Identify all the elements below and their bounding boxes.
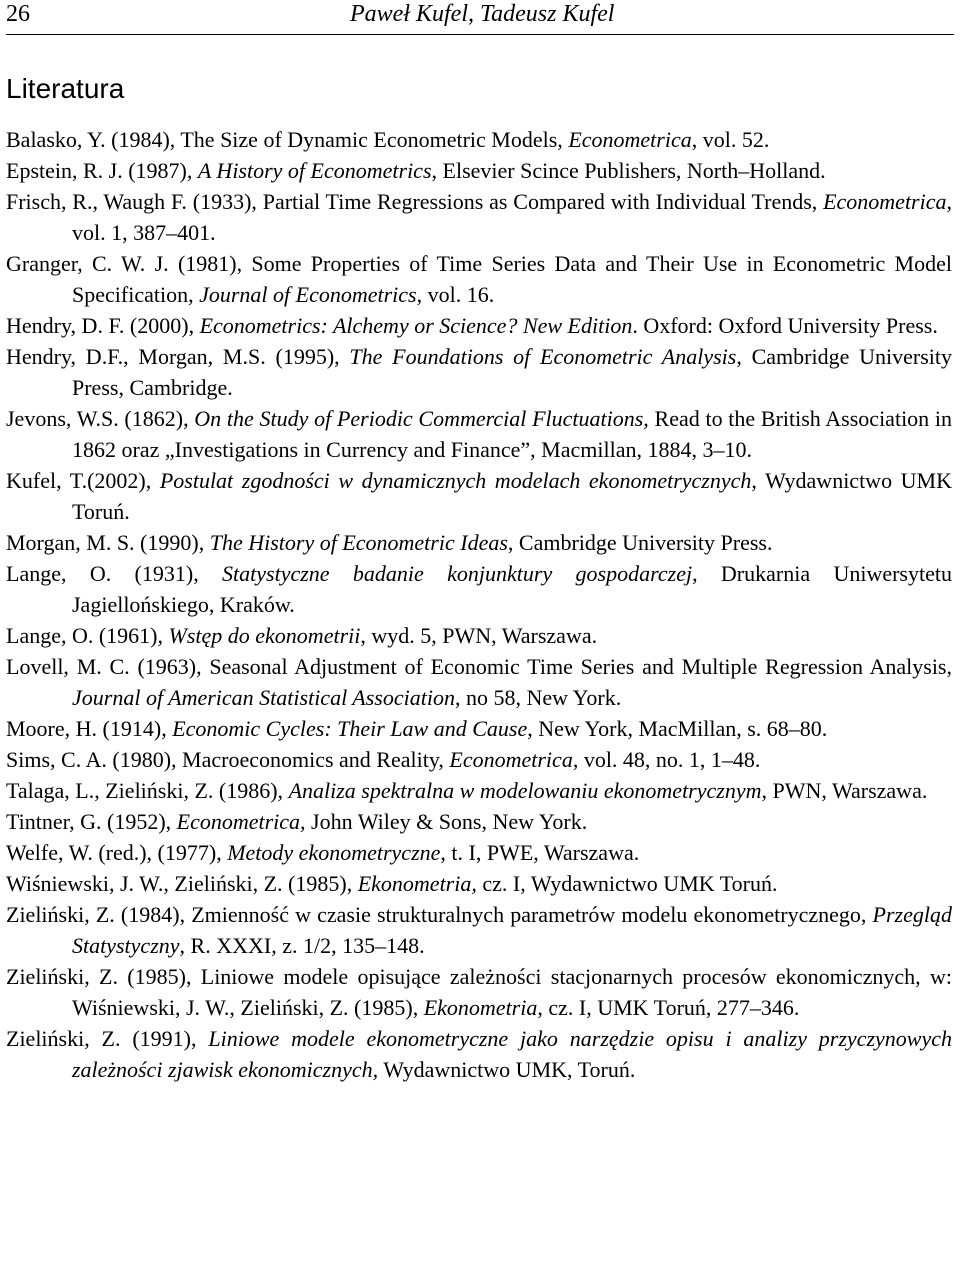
reference-italic-text: A History of Econometrics bbox=[197, 158, 432, 183]
reference-text: , vol. 48, no. 1, 1–48. bbox=[572, 747, 761, 772]
reference-text: Zieliński, Z. (1984), Zmienność w czasie strukturalnych parametrów modelu ekonometrycznego, bbox=[6, 902, 873, 927]
reference-italic-text: Econometrica bbox=[568, 127, 692, 152]
reference-entry bbox=[6, 1023, 952, 1085]
page-number: 26 bbox=[6, 1, 30, 27]
reference-text: Epstein, R. J. (1987), bbox=[6, 158, 198, 183]
reference-italic-text: On the Study of Periodic Commercial Fluctuations, bbox=[194, 406, 649, 431]
reference-italic-text: Statystyczne badanie konjunktury gospodarczej bbox=[222, 561, 693, 586]
reference-entry bbox=[6, 651, 952, 713]
reference-entry bbox=[6, 155, 952, 186]
reference-entry bbox=[6, 961, 952, 1023]
reference-text: Wiśniewski, J. W., Zieliński, Z. (1985), bbox=[6, 871, 358, 896]
reference-text: Zieliński, Z. (1985), Liniowe modele opisujące zależności stacjonarnych procesów ekonomicznych, w: Wiśniewski, J. W., Zieliński, Z. (1985), bbox=[6, 964, 952, 1020]
reference-entry bbox=[6, 620, 952, 651]
reference-text: Morgan, M. S. (1990), bbox=[6, 530, 210, 555]
reference-italic-text: Analiza spektralna w modelowaniu ekonometrycznym bbox=[288, 778, 762, 803]
reference-text: Sims, C. A. (1980), Macroeconomics and Reality, bbox=[6, 747, 450, 772]
reference-text: John Wiley & Sons, New York. bbox=[305, 809, 588, 834]
reference-text: , New York, MacMillan, s. 68–80. bbox=[527, 716, 828, 741]
reference-entry bbox=[6, 806, 952, 837]
reference-text: Lange, O. (1931), bbox=[6, 561, 223, 586]
reference-italic-text: The History of Econometric Ideas bbox=[209, 530, 508, 555]
reference-text: Frisch, R., Waugh F. (1933), Partial Time Regressions as Compared with Individual Trends, bbox=[6, 189, 824, 214]
reference-italic-text: Econometrica, bbox=[176, 809, 306, 834]
reference-text: Balasko, Y. (1984), The Size of Dynamic Econometric Models, bbox=[6, 127, 569, 152]
reference-list bbox=[6, 124, 952, 1085]
reference-text: , cz. I, UMK Toruń, 277–346. bbox=[537, 995, 800, 1020]
reference-italic-text: Ekonometria, bbox=[357, 871, 477, 896]
reference-italic-text: Liniowe modele ekonometryczne jako narzędzie opisu i analizy przyczynowych zależności zjawisk ekonomicznych, bbox=[72, 1026, 952, 1082]
reference-text: Zieliński, Z. (1991), bbox=[6, 1026, 209, 1051]
reference-entry bbox=[6, 310, 952, 341]
reference-text: Read to the British Association in 1862 oraz „Investigations in Currency and Finance”, Macmillan, 1884, 3–10. bbox=[72, 406, 953, 462]
reference-entry bbox=[6, 341, 952, 403]
reference-italic-text: Econometrica bbox=[823, 189, 947, 214]
reference-text: , PWN, Warszawa. bbox=[761, 778, 928, 803]
reference-text: Granger, C. W. J. (1981), Some Properties of Time Series Data and Their Use in Econometric Model Specification, bbox=[6, 251, 952, 307]
reference-entry bbox=[6, 527, 952, 558]
reference-text: Jevons, W.S. (1862), bbox=[6, 406, 195, 431]
reference-text: Hendry, D.F., Morgan, M.S. (1995), bbox=[6, 344, 350, 369]
reference-italic-text: Journal of Econometrics bbox=[199, 282, 417, 307]
reference-text: , vol. 1, 387–401. bbox=[72, 189, 952, 245]
reference-text: cz. I, Wydawnictwo UMK Toruń. bbox=[476, 871, 778, 896]
reference-italic-text: Economic Cycles: Their Law and Cause bbox=[172, 716, 528, 741]
reference-entry bbox=[6, 248, 952, 310]
reference-text: , vol. 52. bbox=[691, 127, 770, 152]
reference-entry bbox=[6, 868, 952, 899]
reference-italic-text: Postulat zgodności w dynamicznych modelach ekonometrycznych bbox=[159, 468, 752, 493]
reference-entry bbox=[6, 713, 952, 744]
reference-entry bbox=[6, 744, 952, 775]
reference-entry bbox=[6, 775, 952, 806]
reference-text: , wyd. 5, PWN, Warszawa. bbox=[360, 623, 598, 648]
reference-text: Tintner, G. (1952), bbox=[6, 809, 177, 834]
reference-text: Welfe, W. (red.), (1977), bbox=[6, 840, 228, 865]
reference-text: , vol. 16. bbox=[416, 282, 495, 307]
reference-entry bbox=[6, 558, 952, 620]
reference-text: Wydawnictwo UMK, Toruń. bbox=[378, 1057, 636, 1082]
reference-text: , t. I, PWE, Warszawa. bbox=[440, 840, 640, 865]
reference-italic-text: Econometrica bbox=[449, 747, 573, 772]
reference-text: , Cambridge University Press, Cambridge. bbox=[72, 344, 952, 400]
reference-entry bbox=[6, 124, 952, 155]
reference-italic-text: Wstęp do ekonometrii bbox=[168, 623, 361, 648]
reference-italic-text: Przegląd Statystyczny bbox=[72, 902, 952, 958]
reference-italic-text: Econometrics: Alchemy or Science? New Edition bbox=[199, 313, 633, 338]
reference-text: Moore, H. (1914), bbox=[6, 716, 173, 741]
reference-text: , Wydawnictwo UMK Toruń. bbox=[72, 468, 952, 524]
reference-entry bbox=[6, 899, 952, 961]
reference-text: , Drukarnia Uniwersytetu Jagiellońskiego, Kraków. bbox=[72, 561, 952, 617]
section-title: Literatura bbox=[6, 73, 125, 104]
reference-text: , Cambridge University Press. bbox=[507, 530, 773, 555]
reference-text: Talaga, L., Zieliński, Z. (1986), bbox=[6, 778, 289, 803]
reference-text: , Elsevier Scince Publishers, North–Holland. bbox=[431, 158, 826, 183]
reference-entry bbox=[6, 837, 952, 868]
reference-italic-text: Journal of American Statistical Association bbox=[72, 685, 455, 710]
reference-italic-text: Metody ekonometryczne bbox=[227, 840, 441, 865]
reference-italic-text: The Foundations of Econometric Analysis bbox=[349, 344, 737, 369]
reference-text: Kufel, T.(2002), bbox=[6, 468, 160, 493]
reference-text: , no 58, New York. bbox=[454, 685, 622, 710]
reference-text: Lovell, M. C. (1963), Seasonal Adjustment of Economic Time Series and Multiple Regression Analysis, bbox=[6, 654, 952, 679]
reference-text: Lange, O. (1961), bbox=[6, 623, 169, 648]
reference-entry bbox=[6, 465, 952, 527]
reference-text: . Oxford: Oxford University Press. bbox=[632, 313, 938, 338]
reference-italic-text: Ekonometria bbox=[423, 995, 538, 1020]
running-header bbox=[6, 0, 954, 35]
running-title: Paweł Kufel, Tadeusz Kufel bbox=[350, 1, 615, 27]
reference-text: Hendry, D. F. (2000), bbox=[6, 313, 200, 338]
reference-entry bbox=[6, 403, 952, 465]
reference-entry bbox=[6, 186, 952, 248]
reference-text: , R. XXXI, z. 1/2, 135–148. bbox=[179, 933, 425, 958]
